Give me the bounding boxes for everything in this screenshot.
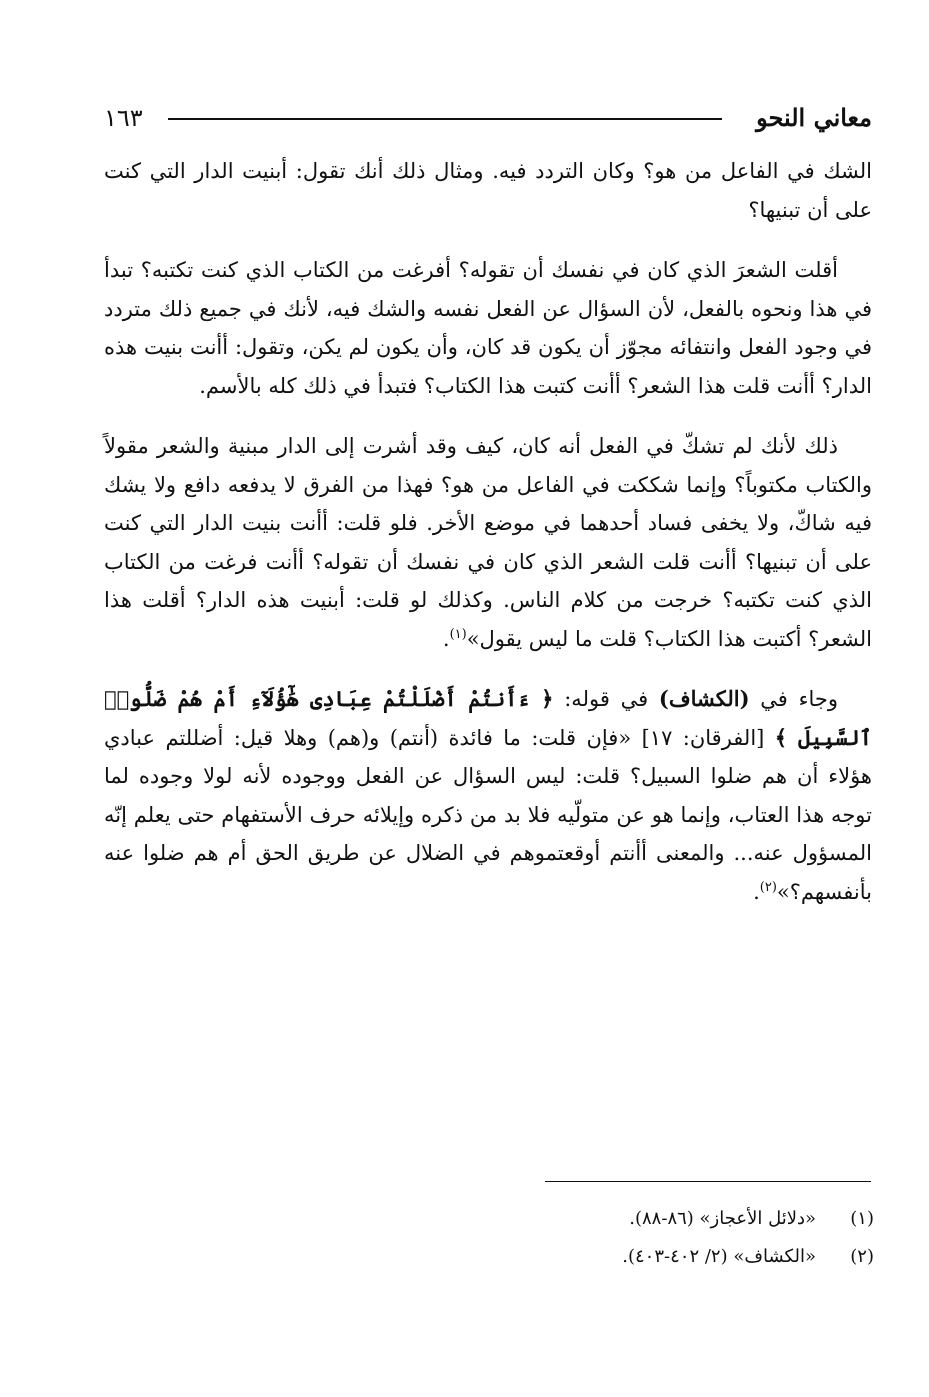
source-name: (الكشاف) bbox=[658, 686, 750, 711]
page-header bbox=[104, 98, 872, 138]
paragraph-4-rest: [الفرقان: ١٧] «فإن قلت: ما فائدة (أنتم) و(هم) وهلا قيل: أضللتم عبادي هؤلاء أن هم ضلوا السبيل؟ قلت: ليس السؤال عن الفعل ووجوده لأنه لولا وجوده لما توجه هذا العتاب، وإنما هو عن متولّيه فلا بد من ذكره وإيلائه حرف الأستفهام حتى يعلم إنّه المسؤول عنه... والمعنى أأنتم أوقعتموهم في الضلال عن طريق الحق أم هم ضلوا عنه بأنفسهم؟» bbox=[104, 725, 872, 904]
paragraph-4-in: في قوله: bbox=[564, 687, 649, 711]
footnote-2-text: «الكشاف» (٢/ ٤٠٢-٤٠٣). bbox=[622, 1246, 816, 1267]
paragraph-2: أقلت الشعرَ الذي كان في نفسك أن تقوله؟ أفرغت من الكتاب الذي كنت تكتبه؟ تبدأ في هذا ونحوه بالفعل، لأن السؤال عن الفعل نفسه والشك فيه، لأنك في جميع ذلك متردد في وجود الفعل وانتفائه مجوّز أن يكون قد كان، وأن يكون لم يكن، وتقول: أأنت بنيت هذه الدار؟ أأنت قلت هذا الشعر؟ أأنت كتبت هذا الكتاب؟ فتبدأ في ذلك كله بالأسم. bbox=[104, 258, 872, 398]
main-text bbox=[104, 152, 872, 911]
paragraph-3 bbox=[104, 427, 872, 658]
running-title: معاني النحو bbox=[756, 103, 872, 132]
footnote-ref-1: (١) bbox=[449, 626, 467, 642]
footnote-ref-2: (٢) bbox=[759, 879, 777, 895]
footnote-1-number: (١) bbox=[850, 1208, 874, 1229]
header-rule bbox=[168, 118, 722, 120]
quran-verse: ﴿ ءَأَنتُمْ أَضْلَلْتُمْ عِبَادِى هَٰٓؤُلَآءِ أَمْ هُمْ ضَلُّوا۟ ٱلسَّبِيلَ ﴾ bbox=[104, 686, 872, 750]
footnote-1 bbox=[104, 1200, 874, 1238]
paragraph-4 bbox=[104, 680, 872, 911]
footnote-2-number: (٢) bbox=[850, 1246, 874, 1267]
footnote-rule bbox=[545, 1181, 871, 1182]
footnote-1-text: «دلائل الأعجاز» (٨٦-٨٨). bbox=[629, 1208, 816, 1229]
paragraph-1: الشك في الفاعل من هو؟ وكان التردد فيه. ومثال ذلك أنك تقول: أبنيت الدار التي كنت على أن تبنيها؟ bbox=[104, 159, 872, 222]
page-number: ١٦٣ bbox=[104, 104, 143, 132]
paragraph-4-lead: وجاء في bbox=[760, 687, 838, 711]
footnotes bbox=[104, 1200, 874, 1276]
paragraph-3-end: . bbox=[442, 626, 450, 651]
footnote-2 bbox=[104, 1238, 874, 1276]
paragraph-3-text: ذلك لأنك لم تشكّ في الفعل أنه كان، كيف وقد أشرت إلى الدار مبنية والشعر مقولاً والكتاب مكتوباً؟ وإنما شككت في الفاعل من هو؟ فهذا من الفرق لا يدفعه دافع ولا يشك فيه شاكّ، ولا يخفى فساد أحدهما في موضع الأخر. فلو قلت: أأنت بنيت الدار التي كنت على أن تبنيها؟ أأنت قلت الشعر الذي كان في نفسك أن تقوله؟ أأنت فرغت من الكتاب الذي كنت تكتبه؟ خرجت من كلام الناس. وكذلك لو قلت: أبنيت هذه الدار؟ أقلت هذا الشعر؟ أكتبت هذا الكتاب؟ قلت ما ليس يقول» bbox=[104, 434, 872, 651]
paragraph-4-end: . bbox=[753, 879, 760, 904]
